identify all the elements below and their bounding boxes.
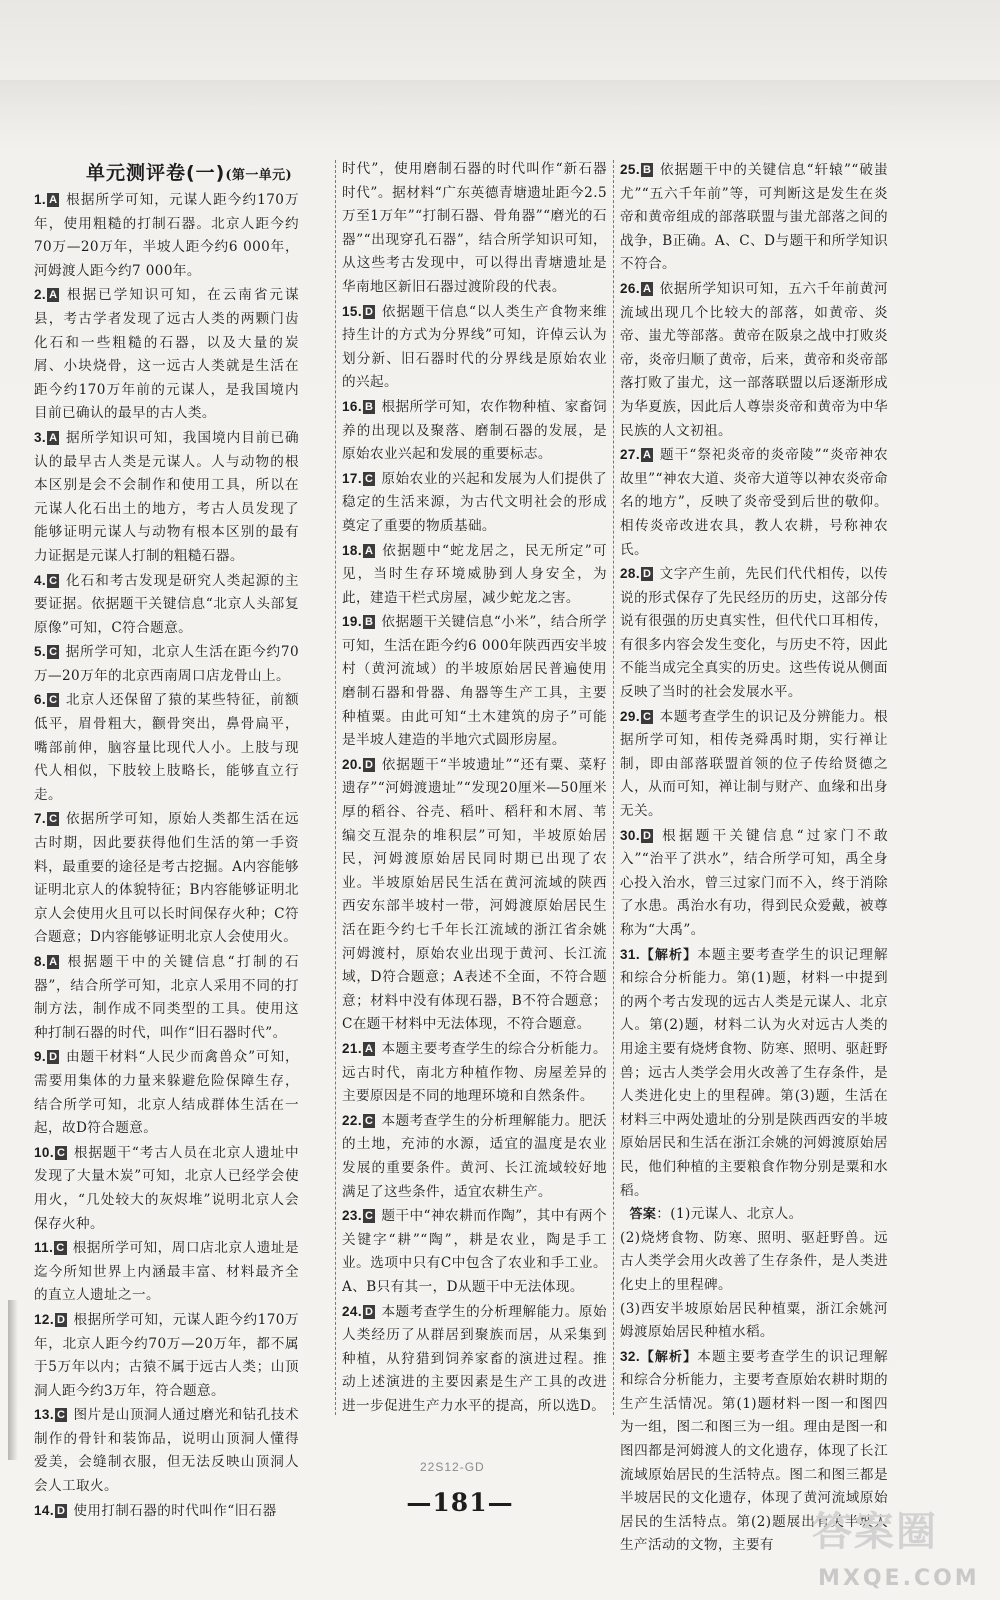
answer-letter-badge: D [642,829,652,842]
explanation-text: 根据所学可知，元谋人距今约170万年，北京人距今约70万—20万年，都不属于5万年以内；古猿不属于远古人类；山顶洞人距今约3万年，符合题意。 [34,1311,299,1399]
answer-item-31 [620,943,888,1204]
answer-letter-badge: A [642,449,652,462]
explanation-text: 根据已学知识可知，在云南省元谋县，考古学者发现了远古人类的两颗门齿化石和一些粗糙的石器，以及大量的炭屑、小块烧骨，这一远古人类就是生活在距今约170万年前的元谋人，是我国境内目前已确认的最早的古人类。 [34,287,299,422]
explanation-text: 图片是山顶洞人通过磨光和钻孔技术制作的骨针和装饰品，说明山顶洞人懂得爱美，会缝制衣服，但无法反映山顶洞人会人工取火。 [34,1407,299,1495]
analysis-text: 本题主要考查学生的识记理解和综合分析能力，主要考查原始农耕时期的生产生活情况。第(1)题材料一图一和图四为一组，图二和图三为一组。理由是图一和图四都是河姆渡人的文化遗存，体现了长江流域原始居民的生活特点。图二和图三都是半坡居民的文化遗存，体现了黄河流域原始居民的生活特点。第(2)题展出有关半坡人生产活动的文物，主要有 [620,1348,888,1554]
answer-item [342,395,607,467]
question-number: 23. [342,1208,362,1224]
question-number: 11. [34,1240,54,1256]
explanation-text: 原始农业的兴起和发展为人们提供了稳定的生活来源，为古代文明社会的形成奠定了重要的物质基础。 [342,470,607,534]
answer-letter-badge: B [364,400,374,413]
explanation-text: 依据题干信息“以人类生产食物来维持生计的方式为分界线”可知，许倬云认为划分新、旧石器时代的分界线是原始农业的兴起。 [342,303,607,391]
question-number: 22. [342,1112,362,1128]
analysis-tag: 【解析】 [639,947,698,963]
answer-item [34,950,299,1045]
explanation-text: 根据题干关键信息“过家门不敢入”“治平了洪水”，结合所学可知，禹全身心投入治水，曾三过家门而不入，终于消除了水患。禹治水有功，得到民众爱戴，被尊称为“大禹”。 [620,827,888,938]
explanation-text: 本题主要考查学生的综合分析能力。远古时代，南北方种植作物、房屋差异的主要原因是不同的地理环境和自然条件。 [342,1040,607,1105]
question-number: 4. [34,572,47,588]
answer-block [620,1203,888,1227]
answer-letter-badge: D [364,758,374,771]
explanation-text: 题干中“神农耕而作陶”，其中有两个关键字“耕”“陶”，耕是农业，陶是手工业。选项中只有C中包含了农业和手工业。A、B只有其一，D从题干中无法体现。 [342,1208,607,1295]
answer-list [34,188,299,1523]
explanation-text: 根据题干中的关键信息“打制的石器”，结合所学可知，北京人采用不同的打制方法，制作成不同类型的工具。使用这种打制石器的时代，叫作“旧石器时代”。 [34,954,299,1041]
question-number: 13. [34,1407,54,1423]
answer-item [34,1308,299,1403]
question-number: 3. [34,429,47,445]
answer-letter-badge: A [49,431,58,444]
answer-item [342,1037,607,1109]
question-number: 27. [620,447,640,463]
question-number: 16. [342,398,362,414]
explanation-text: 本题考查学生的识记及分辨能力。根据所学可知，相传尧舜禹时期，实行禅让制，即由部落联盟首领的位子传给贤德之人，从而可知，禅让制与财产、血缘和出身无关。 [620,708,888,820]
answer-letter-badge: C [364,1210,374,1223]
column-2 [342,158,607,1416]
question-number: 25. [620,162,640,177]
column-divider [335,160,336,1415]
question-number: 17. [342,470,362,486]
answer-item [34,1045,299,1140]
watermark-logo: 答案圈 [812,1509,938,1555]
explanation-text: 根据所学可知，农作物种植、家畜饲养的出现以及聚落、磨制石器的发展，是原始农业兴起和发展的重要标志。 [342,398,607,463]
question-number: 12. [34,1311,54,1327]
answer-item [342,300,607,395]
explanation-text: 依据题中“蛇龙居之，民无所定”可见，当时生存环境威胁到人身安全，为此，建造干栏式房屋，减少蛇龙之害。 [342,542,607,606]
answer-item [342,539,607,611]
answer-item [342,1109,607,1204]
question-number: 7. [34,811,47,827]
answer-item [620,562,888,705]
analysis-text: 本题主要考查学生的识记理解和综合分析能力。第(1)题，材料一中提到的两个考古发现的远古人类是元谋人、北京人。第(2)题，材料二认为火对远古人类的用途主要有烧烤食物、防寒、照明、驱赶野兽；远古人类学会用火改善了生存条件，是人类进化史上的里程碑。第(3)题，生活在材料三中两处遗址的分别是陕西西安的半坡原始居民和生活在浙江余姚的河姆渡原始居民，他们种植的主要粮食作物分别是粟和水稻。 [620,946,888,1199]
question-number: 9. [34,1049,47,1065]
print-code: 22S12-GD [420,1460,485,1474]
answer-item [620,443,888,562]
question-number: 21. [342,1040,362,1056]
question-number: 20. [342,756,362,772]
answer-item [34,1499,299,1524]
answer-letter-badge: D [56,1313,66,1326]
answer-letter-badge: A [49,289,58,302]
answer-list [620,158,888,943]
question-number: 26. [620,280,640,296]
explanation-text: 依据题干中的关键信息“轩辕”“破蚩尤”“五六千年前”等，可判断这是发生在炎帝和黄帝组成的部落联盟与蚩尤部落之间的战争，B正确。A、C、D与题干和所学知识不符合。 [620,162,888,273]
question-number: 14. [34,1502,54,1518]
explanation-text: 化石和考古发现是研究人类起源的主要证据。依据题干关键信息“北京人头部复原像”可知，C符合题意。 [34,572,299,636]
explanation-text: 文字产生前，先民们代代相传，以传说的形式保存了先民经历的历史，这部分传说有很强的历史真实性，但代代口耳相传，有很多内容会发生变化，与历史不符，因此不能当成完全真实的历史。这些传说从侧面反映了当时的社会发展水平。 [620,566,888,701]
answer-letter-badge: A [364,1042,374,1055]
continued-text: 时代”，使用磨制石器的时代叫作“新石器时代”。据材料“广东英德青塘遗址距今2.5万至1万年”“打制石器、骨角器”“磨光的石器”“出现穿孔石器”，结合所学知识可知，从这些考古发现中，可以得出青塘遗址是华南地区新旧石器过渡阶段的代表。 [342,161,607,295]
answer-item [342,1204,607,1299]
answer-item [620,705,888,824]
answer-item [34,688,299,807]
explanation-text: 题干“祭祀炎帝的炎帝陵”“炎帝神农故里”“神农大道、炎帝大道等以神农炎帝命名的地方”，反映了炎帝受到后世的敬仰。相传炎帝改进农具，教人农耕，号称神农氏。 [620,447,888,558]
explanation-text: 依据题干“半坡遗址”“还有粟、菜籽遗存”“河姆渡遗址”“发现20厘米—50厘米厚的稻谷、谷壳、稻叶、稻秆和木屑、苇编交互混杂的堆积层”可知，半坡原始居民，河姆渡原始居民同时期已出现了农业。半坡原始居民生活在黄河流域的陕西西安东部半坡村一带，河姆渡原始居民生活在距今约七千年长江流域的浙江省余姚河姆渡村，原始农业出现于黄河、长江流域，D符合题意；A表述不全面，不符合题意；材料中没有体现石器，B不符合题意；C在题干材料中无法体现，不符合题意。 [342,756,607,1033]
answer-letter-badge: D [364,305,374,318]
question-number: 30. [620,827,640,843]
question-number: 24. [342,1303,362,1319]
answer-item [342,467,607,539]
question-number: 15. [342,303,362,319]
answer-tag: 答案 [629,1207,657,1223]
analysis-tag: 【解析】 [639,1349,698,1365]
question-number: 2. [34,287,47,303]
answer-letter-badge: D [642,568,652,581]
column-1 [34,158,299,1519]
answer-letter-badge: A [364,544,374,557]
answer-part-3: (3)西安半坡原始居民种植粟，浙江余姚河姆渡原始居民种植水稻。 [620,1300,888,1341]
explanation-text: 依据所学知识可知，五六千年前黄河流域出现几个比较大的部落，如黄帝、炎帝、蚩尤等部落。黄帝在阪泉之战中打败炎帝，炎帝归顺了黄帝，后来，黄帝和炎帝部落打败了蚩尤，这一部落联盟以后逐渐形成为华夏族，因此后人尊崇炎帝和黄帝为中华民族的人文初祖。 [620,280,888,439]
answer-item [620,277,888,443]
answer-item [34,640,299,688]
answer-item [342,753,607,1037]
answer-letter-badge: D [364,1305,374,1318]
question-number: 19. [342,614,362,630]
answer-item [34,1403,299,1498]
watermark-url: MXQE.COM [818,1566,980,1591]
question-number: 18. [342,542,362,558]
explanation-text: 根据题干“考古人员在北京人遗址中发现了大量木炭”可知，北京人已经学会使用火，“几处较大的灰烬堆”说明北京人会保存火种。 [34,1144,299,1232]
question-number: 29. [620,708,640,724]
binding-shadow [8,1300,18,1460]
question-number: 32. [620,1348,640,1364]
question-number: 6. [34,692,47,708]
question-number: 28. [620,566,640,582]
explanation-text: 据所学知识可知，我国境内目前已确认的最早古人类是元谋人。人与动物的根本区别是会不会制作和使用工具，所以在元谋人化石出土的地方，考古人员发现了能够证明元谋人与动物有根本区别的最有力证据是元谋人打制的粗糙石器。 [34,429,299,564]
explanation-text: 据所学可知，北京人生活在距今约70万—20万年的北京西南周口店龙骨山上。 [34,644,299,684]
answer-item [342,1300,607,1419]
answer-letter-badge: C [642,710,652,723]
answer-letter-badge: C [49,646,58,659]
answer-letter-badge: C [49,694,58,707]
section-heading [86,158,299,188]
answer-item [34,188,299,283]
answer-part-2: (2)烧烤食物、防寒、照明、驱赶野兽。远古人类学会用火改善了生存条件，是人类进化史上的里程碑。 [620,1229,888,1293]
answer-letter-badge: A [49,956,58,968]
answer-letter-badge: C [56,1409,66,1422]
explanation-text: 本题考查学生的分析理解能力。肥沃的土地，充沛的水源，适宜的温度是农业发展的重要条件。黄河、长江流域较好地满足了这些条件，适宜农耕生产。 [342,1112,607,1200]
answer-item [34,807,299,950]
explanation-text: 本题考查学生的分析理解能力。原始人类经历了从群居到聚族而居，从采集到种植，从狩猎到饲养家畜的演进过程。推动上述演进的主要因素是生产工具的改进进一步促进生产力水平的提高，所以选D。 [342,1303,607,1414]
answer-item [342,610,607,753]
explanation-text: 根据所学可知，周口店北京人遗址是迄今所知世界上内涵最丰富、材料最齐全的直立人遗址之一。 [34,1240,299,1304]
explanation-text: 根据所学可知，元谋人距今约170万年，使用粗糙的打制石器。北京人距今约70万—20万年，半坡人距今约6 000年，河姆渡人距今约7 000年。 [34,192,299,279]
answer-item [34,1236,299,1308]
answer-item [620,158,888,277]
question-number: 31. [620,946,640,962]
answer-item [34,426,299,569]
explanation-text: 依据题干关键信息“小米”，结合所学可知，生活在距今约6 000年陕西西安半坡村（黄河流域）的半坡原始居民普遍使用磨制石器和骨器、角器等生产工具，主要种植粟。由此可知“土木建筑的房子”可能是半坡人建造的半地穴式圆形房屋。 [342,614,607,749]
explanation-text: 使用打制石器的时代叫作“旧石器 [73,1502,277,1519]
answer-letter-badge: C [49,813,58,826]
answer-list [342,300,607,1419]
explanation-text: 北京人还保留了猿的某些特征，前额低平，眉骨粗大，颧骨突出，鼻骨扁平，嘴部前伸，脑容量比现代人小。上肢与现代人相似，下肢较上肢略长，能够直立行走。 [34,692,299,803]
answer-letter-badge: C [364,472,374,485]
question-number: 5. [34,644,47,660]
explanation-text: 依据所学可知，原始人类都生活在远古时期，因此要获得他们生活的第一手资料，最重要的途径是考古挖掘。A内容能够证明北京人的体貌特征；B内容能够证明北京人会使用火且可以长时间保存火种；C符合题意；D内容能够证明北京人会使用火。 [34,811,299,946]
answer-item [34,569,299,641]
scan-shadow [0,80,1000,150]
page-number: —181— [406,1488,514,1517]
question-number: 8. [34,954,47,969]
section-title: 单元测评卷(一) [86,162,226,184]
answer-letter-badge: A [642,282,652,295]
answer-letter-badge: B [364,616,374,629]
section-subtitle: (第一单元) [225,168,293,183]
answer-letter-badge: C [364,1114,374,1127]
answer-letter-badge: D [49,1051,58,1064]
explanation-text: 由题干材料“人民少而禽兽众”可知，需要用集体的力量来躲避危险保障生存，结合所学可知，北京人结成群体生活在一起，故D符合题意。 [34,1049,299,1137]
answer-letter-badge: C [56,1242,65,1255]
column-divider [613,160,614,1415]
answer-letter-badge: A [49,194,58,206]
answer-item [34,283,299,426]
answer-item [34,1141,299,1236]
answer-item [620,824,888,943]
answer-letter-badge: C [49,574,58,587]
answer-letter-badge: C [56,1146,66,1159]
answer-letter-badge: D [56,1504,66,1517]
question-number: 1. [34,192,47,207]
question-number: 10. [34,1144,54,1160]
answer-part-1: ：(1)元谋人、北京人。 [656,1206,803,1223]
answer-letter-badge: B [642,164,652,176]
